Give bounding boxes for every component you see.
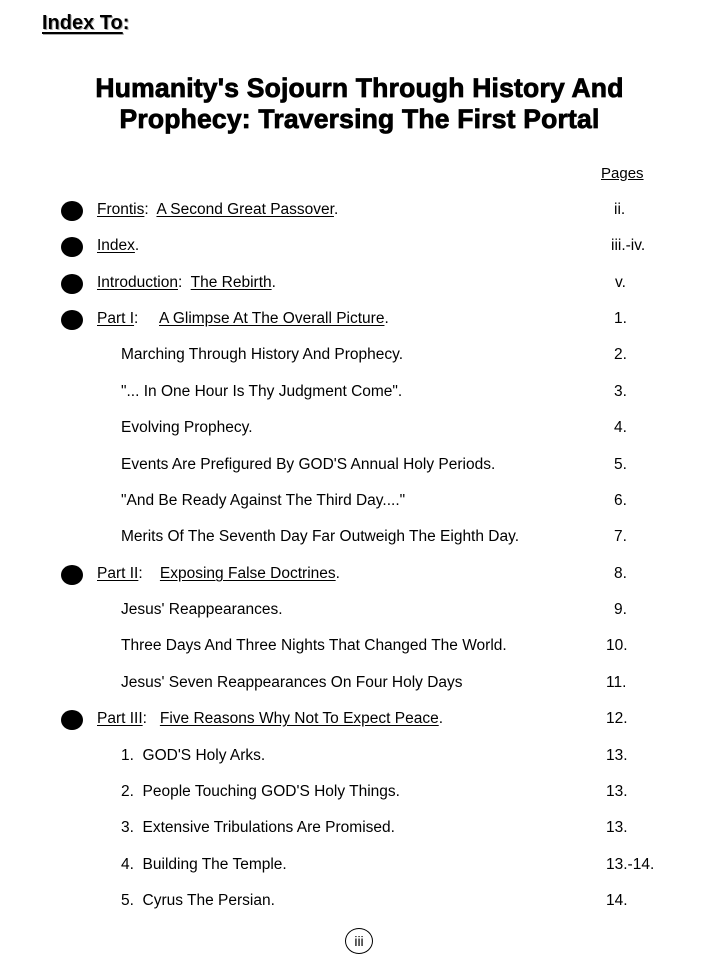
- page-ref: 13.: [606, 747, 628, 764]
- toc-entry-text: Merits Of The Seventh Day Far Outweigh The Eighth Day.: [121, 528, 520, 545]
- bullet-icon: [61, 274, 83, 294]
- toc-entry-row: [0, 855, 719, 875]
- page-ref: 8.: [614, 565, 627, 582]
- toc-section-row: [0, 564, 719, 584]
- toc-entry-row: [0, 491, 719, 511]
- document-title: [0, 73, 719, 135]
- toc-entry-row: [0, 818, 719, 838]
- section-end: .: [134, 237, 140, 254]
- page-ref: 9.: [614, 601, 627, 618]
- title-line-1: Humanity's Sojourn Through History And: [95, 73, 624, 103]
- bullet-icon: [61, 201, 83, 221]
- section-title: The Rebirth: [190, 274, 272, 291]
- section-title: Five Reasons Why Not To Expect Peace: [159, 710, 439, 727]
- toc-entry-text: "... In One Hour Is Thy Judgment Come".: [121, 383, 403, 400]
- toc-section-row: [0, 200, 719, 220]
- page-ref: 14.: [606, 892, 628, 909]
- page-ref: v.: [615, 274, 626, 291]
- toc-entry-row: [0, 382, 719, 402]
- page-ref: 12.: [606, 710, 628, 727]
- page-ref: 4.: [614, 419, 627, 436]
- toc-entry-text: Evolving Prophecy.: [121, 419, 253, 436]
- index-header-label: Index To: [42, 12, 123, 34]
- page-ref: 3.: [614, 383, 627, 400]
- section-title: Exposing False Doctrines: [159, 565, 336, 582]
- section-label: Part III: [97, 710, 143, 727]
- page-ref: 7.: [614, 528, 627, 545]
- toc-entry-text: 4. Building The Temple.: [121, 856, 287, 873]
- separator: :: [178, 274, 191, 291]
- page-ref: ii.: [614, 201, 626, 218]
- toc-section-text: [97, 309, 389, 329]
- toc-entry-row: [0, 636, 719, 656]
- section-title: A Glimpse At The Overall Picture: [159, 310, 385, 327]
- toc-entry-text: 3. Extensive Tribulations Are Promised.: [121, 819, 395, 836]
- section-title: A Second Great Passover: [156, 201, 334, 218]
- toc-entry-row: [0, 455, 719, 475]
- section-label: Part II: [97, 565, 139, 582]
- toc-entry-row: [0, 527, 719, 547]
- toc-section-row: [0, 236, 719, 256]
- page-number-folio: iii: [345, 928, 373, 954]
- toc-section-row: [0, 273, 719, 293]
- toc-entry-row: [0, 345, 719, 365]
- toc-entry-row: [0, 782, 719, 802]
- pages-column-heading: Pages: [601, 165, 644, 182]
- toc-entry-text: Three Days And Three Nights That Changed The World.: [121, 637, 507, 654]
- toc-entry-row: [0, 418, 719, 438]
- section-end: .: [438, 710, 444, 727]
- page-ref: 13.-14.: [606, 856, 655, 873]
- separator: :: [134, 310, 160, 327]
- toc-entry-text: Jesus' Seven Reappearances On Four Holy Days: [121, 674, 463, 691]
- page-ref: 5.: [614, 456, 627, 473]
- toc-entry-row: [0, 600, 719, 620]
- section-end: .: [333, 201, 339, 218]
- toc-entry-row: [0, 746, 719, 766]
- index-header: Index To:: [42, 12, 130, 34]
- separator: :: [138, 565, 160, 582]
- toc-entry-text: Events Are Prefigured By GOD'S Annual Holy Periods.: [121, 456, 496, 473]
- page-ref: 10.: [606, 637, 628, 654]
- page-ref: 13.: [606, 819, 628, 836]
- toc-section-row: [0, 309, 719, 329]
- section-end: .: [384, 310, 389, 327]
- section-label: Index: [97, 237, 135, 254]
- page-ref: 1.: [614, 310, 627, 327]
- toc-entry-text: 1. GOD'S Holy Arks.: [121, 747, 266, 764]
- section-end: .: [271, 274, 276, 291]
- toc-section-text: [97, 709, 443, 729]
- toc-section-text: [97, 236, 139, 256]
- separator: :: [144, 201, 157, 218]
- title-line-2: Prophecy: Traversing The First Portal: [119, 104, 600, 134]
- toc-entry-row: [0, 891, 719, 911]
- section-label: Introduction: [97, 274, 178, 291]
- page-ref: 13.: [606, 783, 628, 800]
- toc-entry-text: 2. People Touching GOD'S Holy Things.: [121, 783, 400, 800]
- toc-section-text: [97, 200, 338, 220]
- section-end: .: [335, 565, 340, 582]
- page-ref: 6.: [614, 492, 627, 509]
- section-label: Frontis: [97, 201, 145, 218]
- page-ref: 11.: [606, 674, 627, 691]
- toc-entry-text: Marching Through History And Prophecy.: [121, 346, 404, 363]
- toc-entry-text: 5. Cyrus The Persian.: [121, 892, 275, 909]
- bullet-icon: [61, 710, 83, 730]
- toc-entry-row: [0, 673, 719, 693]
- separator: :: [142, 710, 160, 727]
- toc-entry-text: Jesus' Reappearances.: [121, 601, 283, 618]
- bullet-icon: [61, 310, 83, 330]
- page-ref: iii.-iv.: [611, 237, 646, 254]
- page-ref: 2.: [614, 346, 627, 363]
- toc-section-text: [97, 564, 340, 584]
- bullet-icon: [61, 565, 83, 585]
- section-label: Part I: [97, 310, 135, 327]
- toc-section-text: [97, 273, 276, 293]
- toc-entry-text: "And Be Ready Against The Third Day....": [121, 492, 406, 509]
- bullet-icon: [61, 237, 83, 257]
- toc-section-row: [0, 709, 719, 729]
